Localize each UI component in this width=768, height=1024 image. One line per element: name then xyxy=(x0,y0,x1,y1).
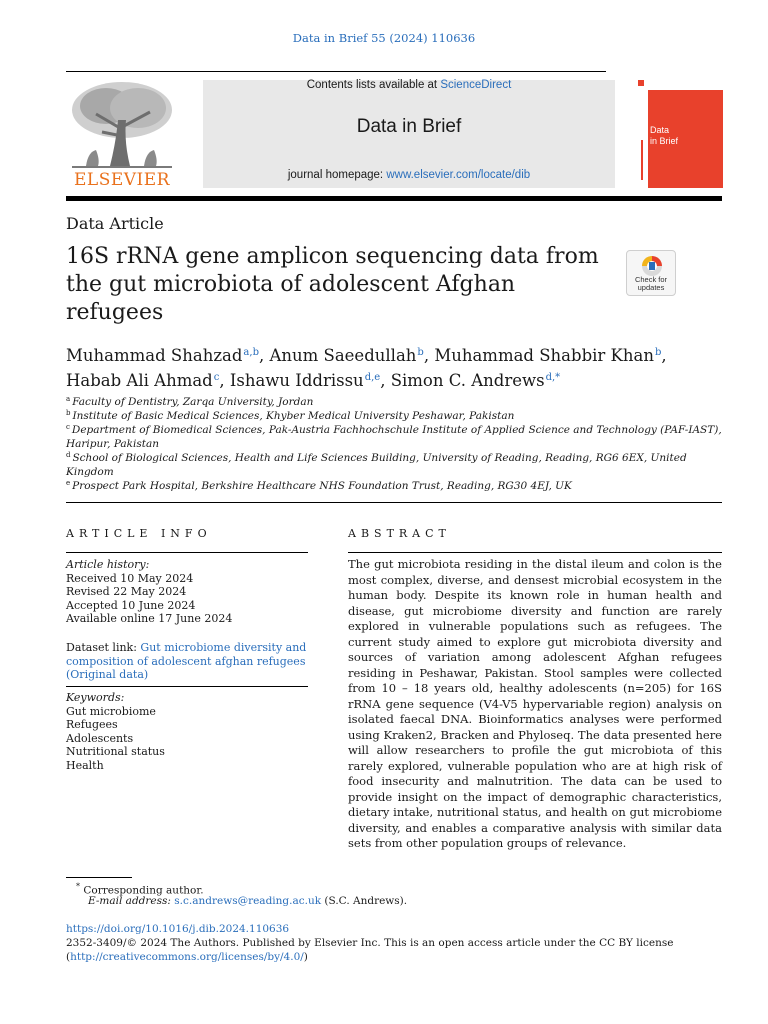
keyword: Health xyxy=(66,758,104,772)
author[interactable] xyxy=(66,346,259,365)
affiliation-mark: c xyxy=(66,423,70,431)
affiliation-mark: b xyxy=(66,409,71,417)
abstract-text: The gut microbiota residing in the distal ileum and colon is the most complex, diverse, and densest microbial ecosystem in the human body. Despite its known role in human health and disease, gut microbiome diversity and function are rarely explored in vulnerable populations such as refugees. The current study aimed to explore gut microbiota diversity and sources of variation among adolescent Afghan refugees residing in Peshawar, Pakistan. Stool samples were collected from 10 – 18 years old, healthy adolescents (n=205) for 16S rRNA gene sequence (V4-V5 hypervariable region) analysis on isolated faecal DNA. Bioinformatics analyses were performed using Kraken2, Bracken and Phyloseq. The data presented here will allow researchers to profile the gut microbiota of this rarely explored, vulnerable population who are at high risk of food insecurity and malnutrition. The data can be used to provide insight on the impact of demographic characteristics, dietary intake, nutritional status, and health on gut microbiome diversity, and enables a comparative analysis with similar data sets from other population groups of relevance. xyxy=(348,557,722,850)
keyword: Gut microbiome xyxy=(66,704,156,718)
author[interactable] xyxy=(230,371,380,390)
author-separator: , xyxy=(219,371,230,390)
abstract-heading: ABSTRACT xyxy=(348,527,451,540)
header-thick-rule xyxy=(66,196,722,201)
article-info-rule xyxy=(66,552,308,553)
cover-title-line-2: in Brief xyxy=(650,136,679,146)
author-list xyxy=(66,342,722,392)
author-affiliation-marks[interactable]: a,b xyxy=(243,347,259,358)
check-updates-line-2: updates xyxy=(637,283,665,292)
homepage-prefix: journal homepage: xyxy=(287,169,387,181)
dataset-link-block xyxy=(66,641,308,682)
author-name: Muhammad Shahzad xyxy=(66,346,243,365)
author-name: Ishawu Iddrissu xyxy=(229,371,364,390)
keyword: Nutritional status xyxy=(66,745,165,758)
author[interactable] xyxy=(391,371,561,390)
keyword: Refugees xyxy=(66,718,118,731)
author-separator: , xyxy=(661,346,667,365)
article-type: Data Article xyxy=(66,214,164,233)
journal-reference[interactable]: Data in Brief 55 (2024) 110636 xyxy=(292,31,476,45)
email-link[interactable]: s.c.andrews@reading.ac.uk xyxy=(174,895,322,907)
email-label: E-mail address: xyxy=(88,895,175,907)
affiliation xyxy=(66,476,722,493)
author-affiliation-marks[interactable]: d,e xyxy=(364,372,381,383)
history-received: Received 10 May 2024 xyxy=(66,571,194,585)
keyword: Adolescents xyxy=(66,731,134,745)
author-name: Muhammad Shabbir Khan xyxy=(434,346,654,365)
homepage-line xyxy=(203,169,615,181)
corresponding-author-label: Corresponding author. xyxy=(83,884,204,897)
affiliation-text: Department of Biomedical Sciences, Pak-Austria Fachhochschule Institute of Applied Science and Technology (PAF-IAST), Haripur, Pakistan xyxy=(66,424,722,450)
journal-title: Data in Brief xyxy=(356,116,462,137)
history-online: Available online 17 June 2024 xyxy=(66,612,233,625)
affiliation-text: Faculty of Dentistry, Zarqa University, Jordan xyxy=(72,396,314,408)
affiliation-text: Prospect Park Hospital, Berkshire Healthcare NHS Foundation Trust, Reading, RG30 4EJ, UK xyxy=(72,480,572,492)
doi-link[interactable]: https://doi.org/10.1016/j.dib.2024.110636 xyxy=(66,923,290,935)
author-affiliation-marks[interactable]: b xyxy=(417,347,424,358)
license-link-line xyxy=(66,950,722,964)
check-updates-line-1: Check for xyxy=(634,275,668,284)
author-separator: , xyxy=(380,371,391,390)
affiliation xyxy=(66,448,722,479)
header-rule xyxy=(66,71,606,72)
license-line: 2352-3409/© 2024 The Authors. Published by Elsevier Inc. This is an open access article under the CC BY license xyxy=(66,937,674,949)
author-separator: , xyxy=(258,346,270,365)
history-accepted: Accepted 10 June 2024 xyxy=(66,598,196,612)
contents-line xyxy=(203,79,615,91)
article-title: 16S rRNA gene amplicon sequencing data from the gut microbiota of adolescent Afghan refugees xyxy=(66,244,599,325)
history-revised: Revised 22 May 2024 xyxy=(66,585,187,598)
cover-title-line-1: Data xyxy=(650,125,670,135)
affiliation-mark: d xyxy=(66,451,71,459)
check-updates-label xyxy=(626,276,676,292)
dataset-label: Dataset link: xyxy=(66,641,141,654)
affiliation-text: Institute of Basic Medical Sciences, Khyber Medical University Peshawar, Pakistan xyxy=(72,410,515,422)
affiliation xyxy=(66,420,722,451)
dataset-link[interactable]: Gut microbiome diversity and composition of adolescent afghan refugees (Original data) xyxy=(66,641,307,681)
cover-title xyxy=(650,125,678,147)
affiliation-text: School of Biological Sciences, Health and Life Sciences Building, University of Reading, Reading, RG6 6EX, United Kingdom xyxy=(66,452,687,478)
email-line xyxy=(88,894,744,908)
keywords-label: Keywords: xyxy=(66,691,125,704)
affiliation-mark: a xyxy=(66,395,71,403)
license-link[interactable]: http://creativecommons.org/licenses/by/4.0/ xyxy=(70,951,304,963)
license-open-paren: ( xyxy=(66,951,71,963)
author-affiliation-marks[interactable]: c xyxy=(213,372,220,383)
author[interactable] xyxy=(269,346,423,365)
homepage-link[interactable]: www.elsevier.com/locate/dib xyxy=(386,169,531,181)
affiliation-mark: e xyxy=(66,479,71,487)
author[interactable] xyxy=(66,371,219,390)
footnote-rule xyxy=(66,877,132,878)
author-affiliation-marks[interactable]: d,* xyxy=(545,372,561,383)
section-rule xyxy=(66,502,722,503)
contents-prefix: Contents lists available at xyxy=(306,79,441,91)
author-name: Habab Ali Ahmad xyxy=(66,371,213,390)
author-affiliation-marks[interactable]: b xyxy=(654,347,662,358)
article-history xyxy=(66,558,308,626)
history-label: Article history: xyxy=(66,558,150,571)
publisher-name: ELSEVIER xyxy=(74,170,170,190)
author-name: Simon C. Andrews xyxy=(390,371,545,390)
author-separator: , xyxy=(423,346,435,365)
license-close-paren: ) xyxy=(303,951,308,963)
article-info-heading: ARTICLE INFO xyxy=(66,527,212,540)
email-suffix: (S.C. Andrews). xyxy=(321,895,408,907)
abstract-rule xyxy=(348,552,722,553)
author[interactable] xyxy=(434,346,661,365)
keywords-rule xyxy=(66,686,308,687)
author-name: Anum Saeedullah xyxy=(269,346,417,365)
sciencedirect-link[interactable]: ScienceDirect xyxy=(440,79,512,91)
footnote-mark: * xyxy=(76,882,80,891)
keywords-block xyxy=(66,691,308,772)
